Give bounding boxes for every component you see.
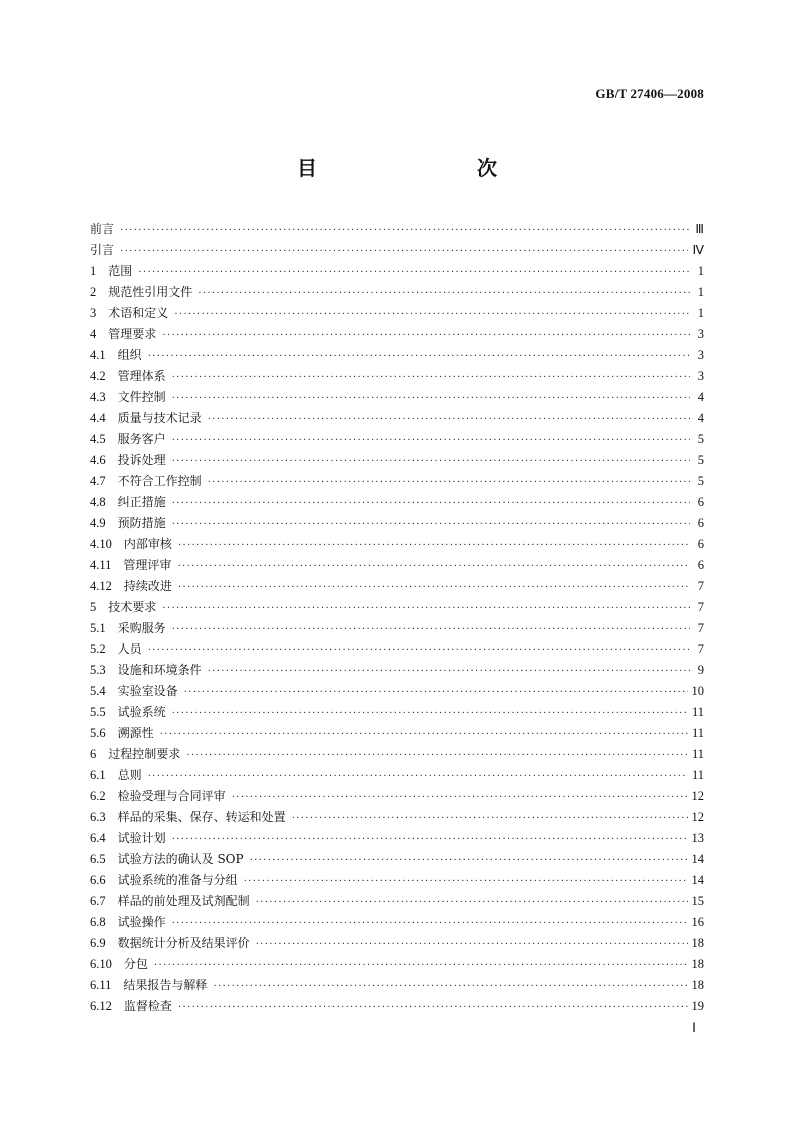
- toc-entry-page: 19: [691, 999, 704, 1013]
- toc-entry-number: 6.8: [90, 915, 106, 929]
- toc-entry-label: 内部审核: [123, 537, 172, 551]
- toc-leader-dots: [172, 388, 690, 409]
- toc-entry[interactable]: [90, 723, 704, 744]
- toc-entry[interactable]: [90, 387, 704, 408]
- toc-entry[interactable]: [90, 744, 704, 765]
- toc-entry-label: 实验室设备: [117, 684, 178, 698]
- toc-entry-number: 4.2: [90, 369, 106, 383]
- toc-entry-page: Ⅲ: [695, 222, 704, 236]
- toc-entry-page: 11: [691, 768, 704, 782]
- toc-leader-dots: [186, 745, 688, 766]
- toc-entry-page: 9: [697, 663, 704, 677]
- toc-entry-number: 6.11: [90, 978, 112, 992]
- toc-entry[interactable]: [90, 891, 704, 912]
- toc-leader-dots: [208, 409, 690, 430]
- toc-entry-label: 组织: [117, 348, 142, 362]
- toc-entry-page: 11: [691, 747, 704, 761]
- toc-entry-number: 4.4: [90, 411, 106, 425]
- toc-entry-page: 6: [697, 558, 704, 572]
- toc-entry[interactable]: [90, 471, 704, 492]
- toc-leader-dots: [208, 661, 690, 682]
- toc-entry-page: 3: [697, 369, 704, 383]
- toc-leader-dots: [256, 892, 688, 913]
- toc-leader-dots: [148, 640, 690, 661]
- toc-entry-label: 管理评审: [123, 558, 172, 572]
- toc-entry-page: 3: [697, 327, 704, 341]
- toc-entry-number: 5.6: [90, 726, 106, 740]
- toc-entry-page: Ⅳ: [692, 243, 704, 257]
- toc-entry-number: 6.9: [90, 936, 106, 950]
- toc-entry[interactable]: [90, 786, 704, 807]
- toc-entry-number: 6.6: [90, 873, 106, 887]
- toc-entry-label: 质量与技术记录: [117, 411, 202, 425]
- toc-entry[interactable]: [90, 954, 704, 975]
- toc-entry-page: 12: [691, 810, 704, 824]
- toc-entry-number: 6.7: [90, 894, 106, 908]
- toc-entry-label: 溯源性: [117, 726, 154, 740]
- toc-entry[interactable]: [90, 240, 704, 261]
- toc-leader-dots: [148, 766, 688, 787]
- toc-leader-dots: [244, 871, 688, 892]
- toc-leader-dots: [172, 619, 690, 640]
- toc-entry[interactable]: [90, 618, 704, 639]
- toc-entry[interactable]: [90, 324, 704, 345]
- toc-entry-label: 试验计划: [117, 831, 166, 845]
- toc-entry-label: 文件控制: [117, 390, 166, 404]
- page-title: 目 次: [297, 156, 537, 180]
- toc-leader-dots: [138, 262, 690, 283]
- toc-entry-number: 4.1: [90, 348, 106, 362]
- toc-leader-dots: [208, 472, 690, 493]
- toc-entry-label: 监督检查: [123, 999, 172, 1013]
- toc-entry-number: 5: [90, 600, 97, 614]
- toc-entry-number: 5.2: [90, 642, 106, 656]
- toc-entry-number: 3: [90, 306, 97, 320]
- toc-leader-dots: [184, 682, 688, 703]
- toc-entry-label: 技术要求: [108, 600, 157, 614]
- toc-entry-page: 7: [697, 621, 704, 635]
- toc-entry-page: 7: [697, 642, 704, 656]
- toc-entry-label: 术语和定义: [108, 306, 169, 320]
- toc-entry[interactable]: [90, 513, 704, 534]
- toc-entry-page: 1: [697, 306, 704, 320]
- toc-entry[interactable]: [90, 366, 704, 387]
- toc-leader-dots: [250, 850, 688, 871]
- toc-entry-page: 15: [691, 894, 704, 908]
- toc-entry-label: 不符合工作控制: [117, 474, 202, 488]
- toc-entry-page: 11: [691, 705, 704, 719]
- toc-entry-label: 人员: [117, 642, 142, 656]
- toc-entry-number: 6.10: [90, 957, 112, 971]
- toc-entry-page: 14: [691, 852, 704, 866]
- toc-leader-dots: [148, 346, 690, 367]
- toc-entry-label: 检验受理与合同评审: [117, 789, 226, 803]
- toc-entry[interactable]: [90, 828, 704, 849]
- toc-entry-number: 4.9: [90, 516, 106, 530]
- toc-entry-number: 4.8: [90, 495, 106, 509]
- toc-entry-number: 4: [90, 327, 97, 341]
- toc-entry-page: 3: [697, 348, 704, 362]
- toc-entry-page: 6: [697, 516, 704, 530]
- toc-entry-page: 11: [691, 726, 704, 740]
- toc-leader-dots: [162, 598, 690, 619]
- toc-entry-label: 持续改进: [123, 579, 172, 593]
- toc-leader-dots: [177, 556, 690, 577]
- toc-entry-page: 14: [691, 873, 704, 887]
- toc-leader-dots: [172, 514, 690, 535]
- toc-entry-number: 6.3: [90, 810, 106, 824]
- toc-leader-dots: [154, 955, 688, 976]
- toc-leader-dots: [256, 934, 688, 955]
- toc-entry-number: 6.4: [90, 831, 106, 845]
- toc-entry-page: 7: [697, 600, 704, 614]
- toc-leader-dots: [172, 430, 690, 451]
- toc-leader-dots: [172, 829, 688, 850]
- toc-leader-dots: [213, 976, 687, 997]
- toc-entry-number: 4.3: [90, 390, 106, 404]
- toc-entry[interactable]: [90, 450, 704, 471]
- toc-leader-dots: [232, 787, 688, 808]
- toc-entry-page: 10: [691, 684, 704, 698]
- toc-entry-label: 设施和环境条件: [117, 663, 202, 677]
- toc-leader-dots: [172, 451, 690, 472]
- toc-entry[interactable]: [90, 492, 704, 513]
- toc-entry-label: 投诉处理: [117, 453, 166, 467]
- toc-entry-page: 13: [691, 831, 704, 845]
- toc-entry-number: 5.5: [90, 705, 106, 719]
- toc-entry-number: 6.5: [90, 852, 106, 866]
- toc-entry[interactable]: [90, 345, 704, 366]
- toc-leader-dots: [162, 325, 690, 346]
- toc-entry[interactable]: [90, 660, 704, 681]
- toc-entry[interactable]: [90, 219, 704, 240]
- toc-entry-label: 试验系统的准备与分组: [117, 873, 238, 887]
- toc-entry-label: 引言: [90, 243, 115, 257]
- toc-entry[interactable]: [90, 681, 704, 702]
- toc-entry-page: 6: [697, 537, 704, 551]
- toc-entry-page: 7: [697, 579, 704, 593]
- toc-entry-number: 5.3: [90, 663, 106, 677]
- toc-entry-label: 试验操作: [117, 915, 166, 929]
- toc-entry-page: 18: [691, 957, 704, 971]
- toc-entry[interactable]: [90, 534, 704, 555]
- toc-entry-number: 4.10: [90, 537, 112, 551]
- toc-entry-page: 4: [697, 411, 704, 425]
- standard-number: GB/T 27406—2008: [595, 86, 704, 101]
- toc-entry-page: 18: [691, 978, 704, 992]
- toc-leader-dots: [172, 367, 690, 388]
- toc-leader-dots: [292, 808, 688, 829]
- toc-entry-label: 预防措施: [117, 516, 166, 530]
- toc-entry[interactable]: [90, 429, 704, 450]
- toc-entry-label: 试验方法的确认及 SOP: [117, 852, 244, 866]
- toc-leader-dots: [178, 577, 690, 598]
- toc-entry-page: 1: [697, 264, 704, 278]
- toc-entry-label: 样品的前处理及试剂配制: [117, 894, 250, 908]
- toc-entry-label: 分包: [123, 957, 148, 971]
- toc-entry-page: 5: [697, 453, 704, 467]
- toc-entry[interactable]: [90, 870, 704, 891]
- toc-entry-page: 5: [697, 474, 704, 488]
- toc-entry-label: 管理要求: [108, 327, 157, 341]
- toc-entry[interactable]: [90, 576, 704, 597]
- toc-entry-label: 试验系统: [117, 705, 166, 719]
- toc-entry[interactable]: [90, 996, 704, 1017]
- toc-entry[interactable]: [90, 807, 704, 828]
- toc-entry-label: 数据统计分析及结果评价: [117, 936, 250, 950]
- toc-entry-label: 结果报告与解释: [123, 978, 208, 992]
- toc-entry-number: 6.2: [90, 789, 106, 803]
- toc-entry-label: 样品的采集、保存、转运和处置: [117, 810, 286, 824]
- toc-entry-page: 5: [697, 432, 704, 446]
- toc-entry-page: 6: [697, 495, 704, 509]
- toc-entry-number: 2: [90, 285, 97, 299]
- toc-entry-label: 管理体系: [117, 369, 166, 383]
- toc-entry-page: 12: [691, 789, 704, 803]
- toc-entry[interactable]: [90, 303, 704, 324]
- toc-entry-number: 4.12: [90, 579, 112, 593]
- toc-entry[interactable]: [90, 261, 704, 282]
- toc-entry-page: 4: [697, 390, 704, 404]
- toc-entry-number: 4.11: [90, 558, 112, 572]
- toc-entry-label: 采购服务: [117, 621, 166, 635]
- page-number: Ⅰ: [692, 1020, 696, 1035]
- toc-entry[interactable]: [90, 849, 704, 870]
- toc-entry-number: 5.4: [90, 684, 106, 698]
- toc-leader-dots: [174, 304, 690, 325]
- toc-leader-dots: [120, 241, 688, 262]
- toc-leader-dots: [120, 220, 690, 241]
- toc-entry[interactable]: [90, 408, 704, 429]
- toc-entry[interactable]: [90, 597, 704, 618]
- toc-leader-dots: [198, 283, 690, 304]
- toc-entry-page: 18: [691, 936, 704, 950]
- toc-entry[interactable]: [90, 912, 704, 933]
- toc-entry[interactable]: [90, 702, 704, 723]
- toc-entry-number: 5.1: [90, 621, 106, 635]
- table-of-contents: [90, 219, 704, 1017]
- toc-entry[interactable]: [90, 282, 704, 303]
- toc-entry-page: 1: [697, 285, 704, 299]
- toc-leader-dots: [160, 724, 688, 745]
- toc-entry-label: 服务客户: [117, 432, 166, 446]
- toc-entry[interactable]: [90, 975, 704, 996]
- toc-entry-number: 6: [90, 747, 97, 761]
- toc-entry-number: 4.5: [90, 432, 106, 446]
- toc-entry-label: 范围: [108, 264, 133, 278]
- toc-entry-label: 前言: [90, 222, 115, 236]
- toc-entry-label: 规范性引用文件: [108, 285, 193, 299]
- toc-leader-dots: [178, 535, 690, 556]
- toc-leader-dots: [172, 913, 688, 934]
- toc-entry-number: 6.12: [90, 999, 112, 1013]
- toc-entry-label: 纠正措施: [117, 495, 166, 509]
- toc-leader-dots: [172, 703, 688, 724]
- toc-entry-number: 1: [90, 264, 97, 278]
- toc-entry[interactable]: [90, 555, 704, 576]
- toc-entry-number: 6.1: [90, 768, 106, 782]
- toc-entry[interactable]: [90, 933, 704, 954]
- toc-entry[interactable]: [90, 765, 704, 786]
- toc-leader-dots: [172, 493, 690, 514]
- toc-leader-dots: [178, 997, 688, 1018]
- toc-entry-page: 16: [691, 915, 704, 929]
- toc-entry-label: 总则: [117, 768, 142, 782]
- toc-entry-label: 过程控制要求: [108, 747, 181, 761]
- toc-entry-number: 4.7: [90, 474, 106, 488]
- toc-entry-number: 4.6: [90, 453, 106, 467]
- toc-entry[interactable]: [90, 639, 704, 660]
